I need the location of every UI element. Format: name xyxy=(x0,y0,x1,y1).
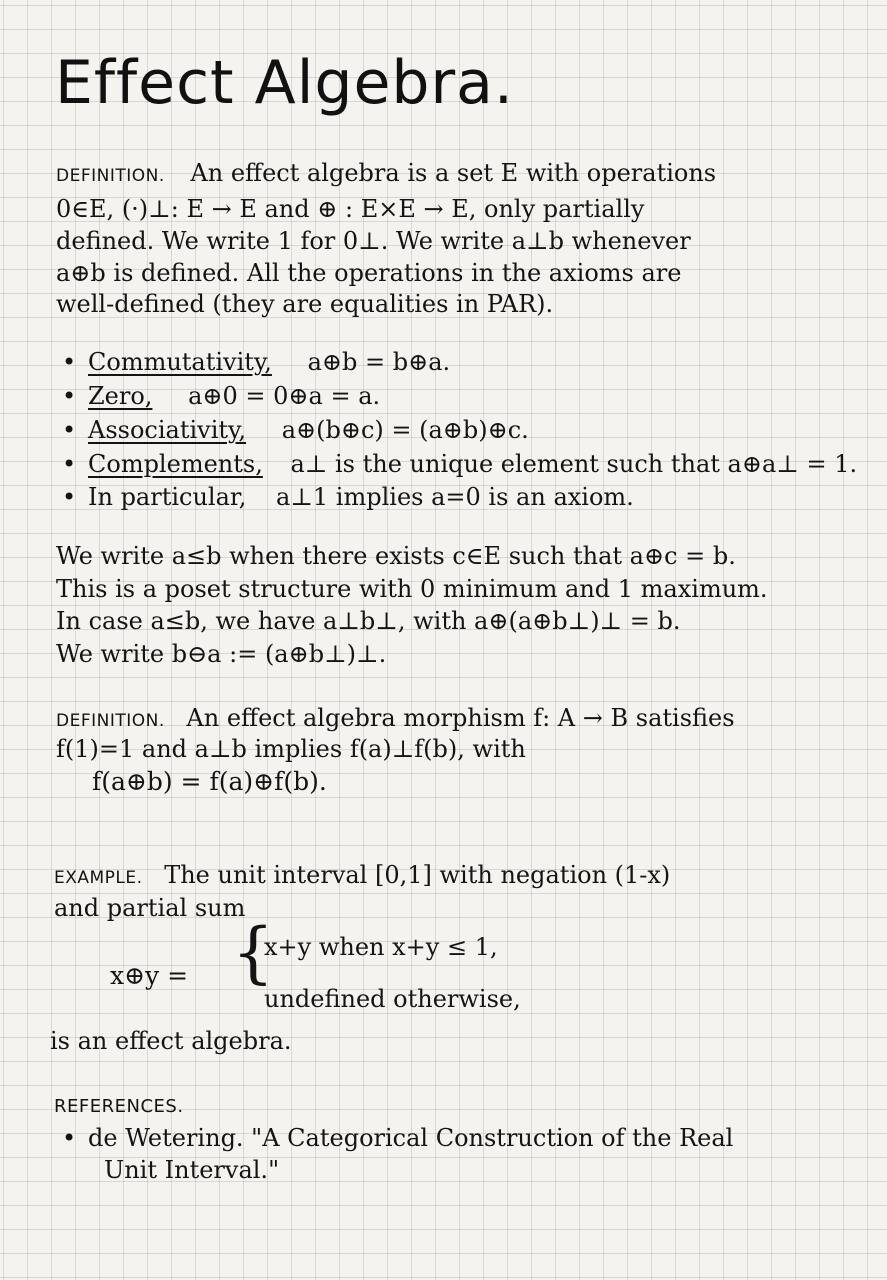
bullet-icon: • xyxy=(62,483,77,511)
reference-text: de Wetering. "A Categorical Construction of the Real xyxy=(88,1124,734,1152)
left-brace-icon: { xyxy=(232,914,274,991)
axiom-formula: a⊥ is the unique element such that a⊕a⊥ = 1. xyxy=(290,450,858,478)
example-line-2: and partial sum xyxy=(54,894,246,922)
axiom-formula: a⊕(b⊕c) = (a⊕b)⊕c. xyxy=(281,416,529,444)
definition-label: DEFINITION. xyxy=(56,711,165,731)
axiom-item xyxy=(62,449,857,480)
example-text: The unit interval [0,1] with negation (1-x) xyxy=(164,861,671,889)
definition-2-line-3: f(a⊕b) = f(a)⊕f(b). xyxy=(92,767,327,796)
definition-label: DEFINITION. xyxy=(56,166,165,186)
reference-item xyxy=(62,1123,733,1154)
axiom-item xyxy=(62,381,380,412)
bullet-icon: • xyxy=(62,348,77,376)
definition-1-line-3: defined. We write 1 for 0⊥. We write a⊥b whenever xyxy=(56,227,691,255)
page-title: Effect Algebra. xyxy=(55,48,514,118)
bullet-icon: • xyxy=(62,416,77,444)
definition-1-text: An effect algebra is a set E with operations xyxy=(190,159,717,187)
axiom-item xyxy=(62,415,529,446)
definition-1-line-4: a⊕b is defined. All the operations in the axioms are xyxy=(56,259,682,287)
example-line-1 xyxy=(54,860,670,894)
definition-1-line-2: 0∈E, (·)⊥: E → E and ⊕ : E×E → E, only partially xyxy=(56,195,645,223)
partial-sum-lhs: x⊕y = xyxy=(110,961,189,990)
case-undefined: undefined otherwise, xyxy=(264,985,521,1013)
order-line-3: In case a≤b, we have a⊥b⊥, with a⊕(a⊕b⊥)⊥ = b. xyxy=(56,607,681,635)
bullet-icon: • xyxy=(62,382,77,410)
example-label: EXAMPLE. xyxy=(54,868,143,888)
bullet-icon: • xyxy=(62,450,77,478)
axiom-name: Commutativity, xyxy=(88,348,272,376)
axiom-name: Complements, xyxy=(88,450,263,478)
references-label: REFERENCES. xyxy=(54,1096,184,1117)
case-defined: x+y when x+y ≤ 1, xyxy=(264,933,498,961)
axiom-formula: a⊕0 = 0⊕a = a. xyxy=(188,382,381,410)
definition-1-line-5: well-defined (they are equalities in PAR). xyxy=(56,290,554,318)
axiom-item xyxy=(62,482,634,513)
axiom-formula: a⊥1 implies a=0 is an axiom. xyxy=(276,483,634,511)
definition-1-line-1 xyxy=(56,158,716,192)
axiom-formula: a⊕b = b⊕a. xyxy=(307,348,451,376)
bullet-icon: • xyxy=(62,1124,77,1152)
axiom-name: In particular, xyxy=(88,483,247,511)
order-line-4: We write b⊖a := (a⊕b⊥)⊥. xyxy=(56,640,387,668)
reference-item-continued: Unit Interval." xyxy=(104,1156,280,1184)
example-closing: is an effect algebra. xyxy=(50,1027,292,1055)
definition-2-line-2: f(1)=1 and a⊥b implies f(a)⊥f(b), with xyxy=(56,735,526,763)
axiom-item xyxy=(62,347,450,378)
order-line-2: This is a poset structure with 0 minimum and 1 maximum. xyxy=(56,575,768,603)
order-line-1: We write a≤b when there exists c∈E such that a⊕c = b. xyxy=(56,542,736,570)
axiom-name: Associativity, xyxy=(88,416,247,444)
definition-2-text: An effect algebra morphism f: A → B satisfies xyxy=(186,704,735,732)
axiom-name: Zero, xyxy=(88,382,153,410)
definition-2-line-1 xyxy=(56,703,735,737)
